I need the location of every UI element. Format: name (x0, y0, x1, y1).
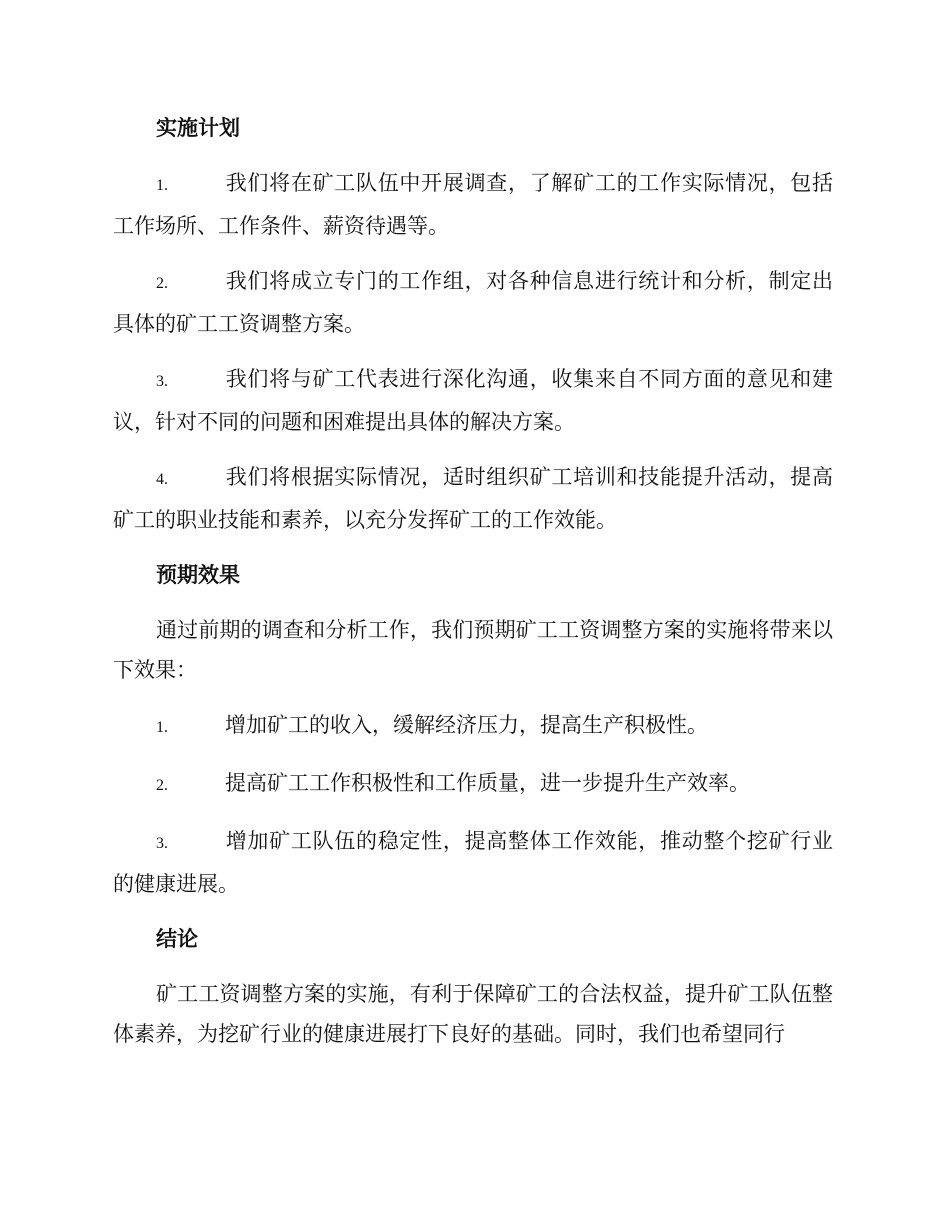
list-number: 2. (156, 777, 168, 794)
list-text: 我们将在矿工队伍中开展调查，了解矿工的工作实际情况，包括工作场所、工作条件、薪资待遇等。 (113, 171, 833, 238)
section-heading-effects: 预期效果 (156, 563, 240, 587)
list-text: 我们将成立专门的工作组，对各种信息进行统计和分析，制定出具体的矿工工资调整方案。 (113, 269, 833, 336)
section-heading-conclusion: 结论 (156, 927, 198, 951)
list-text: 提高矿工工作积极性和工作质量，进一步提升生产效率。 (225, 771, 750, 795)
list-text: 增加矿工的收入，缓解经济压力，提高生产积极性。 (225, 713, 708, 737)
section-intro-effects: 通过前期的调查和分析工作，我们预期矿工工资调整方案的实施将带来以下效果： (113, 618, 833, 682)
list-item (113, 763, 833, 806)
list-number: 3. (156, 835, 168, 852)
list-text: 增加矿工队伍的稳定性，提高整体工作效能，推动整个挖矿行业的健康进展。 (113, 829, 833, 896)
section-heading-plan: 实施计划 (156, 116, 240, 140)
section-intro-conclusion: 矿工工资调整方案的实施，有利于保障矿工的合法权益，提升矿工队伍整体素养，为挖矿行业的健康进展打下良好的基础。同时，我们也希望同行 (113, 982, 833, 1046)
list-number: 4. (156, 471, 168, 488)
list-number: 3. (156, 373, 168, 390)
list-item (113, 705, 833, 748)
list-item (113, 163, 833, 246)
list-item (113, 261, 833, 344)
list-number: 1. (156, 177, 168, 194)
document-page (113, 108, 833, 1069)
list-text: 我们将根据实际情况，适时组织矿工培训和技能提升活动，提高矿工的职业技能和素养，以充分发挥矿工的工作效能。 (113, 465, 833, 532)
list-item (113, 359, 833, 442)
list-item (113, 457, 833, 540)
list-number: 2. (156, 275, 168, 292)
list-text: 我们将与矿工代表进行深化沟通，收集来自不同方面的意见和建议，针对不同的问题和困难提出具体的解决方案。 (113, 367, 833, 434)
list-number: 1. (156, 719, 168, 736)
list-item (113, 821, 833, 904)
